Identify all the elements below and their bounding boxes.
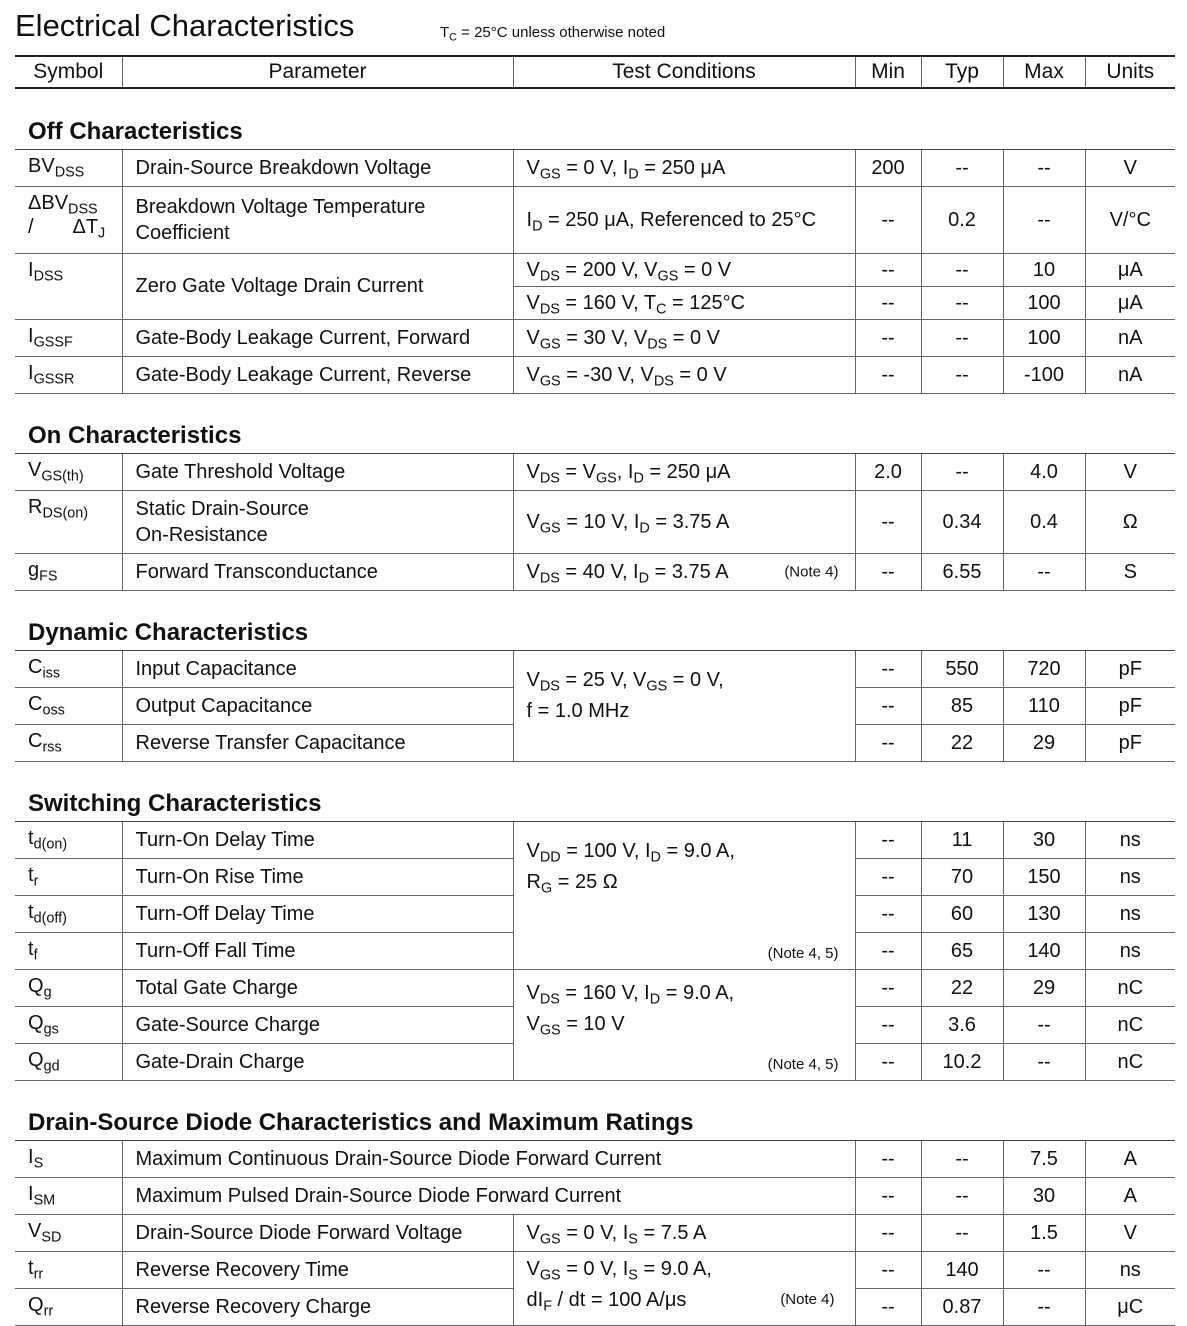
parameter-cell: Total Gate Charge bbox=[122, 970, 513, 1007]
conditions-cell: $V_{GS} = 0$ V, $I_S = 9.0$ A, $dI_F$ / dt = 100 A/μs (Note 4) bbox=[513, 1252, 855, 1326]
min-cell: -- bbox=[855, 1252, 921, 1289]
typ-cell: 22 bbox=[921, 725, 1003, 762]
min-cell: -- bbox=[855, 896, 921, 933]
typ-cell: 10.2 bbox=[921, 1044, 1003, 1081]
conditions-cell: $V_{GS} = 0$ V, $I_S = 7.5$ A bbox=[513, 1215, 855, 1252]
max-cell: 720 bbox=[1003, 651, 1085, 688]
typ-cell: 550 bbox=[921, 651, 1003, 688]
typ-cell: 0.87 bbox=[921, 1289, 1003, 1326]
symbol-cell: $t_{d(off)}$ bbox=[15, 896, 122, 933]
symbol-cell: $Q_{rr}$ bbox=[15, 1289, 122, 1326]
typ-cell: 3.6 bbox=[921, 1007, 1003, 1044]
col-test-conditions: Test Conditions bbox=[513, 56, 855, 88]
conditions-cell: $V_{DS} = 160$ V, $I_D = 9.0$ A, $V_{GS} = 10$ V (Note 4, 5) bbox=[513, 970, 855, 1081]
table-row bbox=[15, 187, 1175, 254]
parameter-cell: Breakdown Voltage Temperature Coefficient bbox=[122, 187, 513, 254]
parameter-cell: Drain-Source Breakdown Voltage bbox=[122, 150, 513, 187]
table-row bbox=[15, 454, 1175, 491]
min-cell: -- bbox=[855, 491, 921, 554]
col-units: Units bbox=[1085, 56, 1175, 88]
max-cell: 140 bbox=[1003, 933, 1085, 970]
max-cell: 4.0 bbox=[1003, 454, 1085, 491]
conditions-cell: $V_{DS} = V_{GS}$, $I_D = 250$ μA bbox=[513, 454, 855, 491]
parameter-cell: Reverse Transfer Capacitance bbox=[122, 725, 513, 762]
parameter-cell: Gate-Body Leakage Current, Reverse bbox=[122, 357, 513, 394]
min-cell: -- bbox=[855, 1215, 921, 1252]
unit-cell: V bbox=[1085, 1215, 1175, 1252]
table-row bbox=[15, 822, 1175, 859]
typ-cell: 6.55 bbox=[921, 554, 1003, 591]
max-cell: 30 bbox=[1003, 822, 1085, 859]
max-cell: 1.5 bbox=[1003, 1215, 1085, 1252]
typ-cell: -- bbox=[921, 150, 1003, 187]
table-row bbox=[15, 554, 1175, 591]
conditions-cell: $V_{DS} = 25$ V, $V_{GS} = 0$ V, f = 1.0 MHz bbox=[513, 651, 855, 762]
table-row bbox=[15, 357, 1175, 394]
conditions-cell: $V_{GS} = 30$ V, $V_{DS} = 0$ V bbox=[513, 320, 855, 357]
parameter-cell: Gate-Drain Charge bbox=[122, 1044, 513, 1081]
typ-cell: -- bbox=[921, 454, 1003, 491]
unit-cell: ns bbox=[1085, 859, 1175, 896]
symbol-cell: $C_{rss}$ bbox=[15, 725, 122, 762]
parameter-cell: Output Capacitance bbox=[122, 688, 513, 725]
conditions-cell: $V_{DS} = 160$ V, $T_C = 125^\circ C$ bbox=[513, 287, 855, 320]
unit-cell: nC bbox=[1085, 1044, 1175, 1081]
symbol-cell: $I_{GSSR}$ bbox=[15, 357, 122, 394]
max-cell: -- bbox=[1003, 187, 1085, 254]
table-row bbox=[15, 970, 1175, 1007]
typ-cell: 11 bbox=[921, 822, 1003, 859]
note-label: (Note 4) bbox=[780, 1290, 835, 1308]
min-cell: -- bbox=[855, 254, 921, 287]
parameter-cell: Gate Threshold Voltage bbox=[122, 454, 513, 491]
unit-cell: V bbox=[1085, 150, 1175, 187]
table-row bbox=[15, 1252, 1175, 1289]
min-cell: -- bbox=[855, 933, 921, 970]
unit-cell: A bbox=[1085, 1141, 1175, 1178]
parameter-cell: Reverse Recovery Charge bbox=[122, 1289, 513, 1326]
conditions-cell: $V_{DS} = 200$ V, $V_{GS} = 0$ V bbox=[513, 254, 855, 287]
typ-cell: 0.2 bbox=[921, 187, 1003, 254]
max-cell: -- bbox=[1003, 1044, 1085, 1081]
symbol-cell: $Q_g$ bbox=[15, 970, 122, 1007]
parameter-cell: Static Drain-Source On-Resistance bbox=[122, 491, 513, 554]
section-title: Dynamic Characteristics bbox=[15, 617, 1175, 651]
min-cell: -- bbox=[855, 822, 921, 859]
max-cell: -- bbox=[1003, 1252, 1085, 1289]
section-title: Drain-Source Diode Characteristics and Maximum Ratings bbox=[15, 1107, 1175, 1141]
max-cell: 0.4 bbox=[1003, 491, 1085, 554]
table-row bbox=[15, 150, 1175, 187]
symbol-cell: $I_S$ bbox=[15, 1141, 122, 1178]
symbol-cell: $Q_{gd}$ bbox=[15, 1044, 122, 1081]
min-cell: -- bbox=[855, 1141, 921, 1178]
symbol-cell: $R_{DS(on)}$ bbox=[15, 491, 122, 554]
typ-cell: -- bbox=[921, 287, 1003, 320]
min-cell: -- bbox=[855, 1007, 921, 1044]
col-min: Min bbox=[855, 56, 921, 88]
unit-cell: nA bbox=[1085, 320, 1175, 357]
typ-cell: -- bbox=[921, 357, 1003, 394]
parameter-cell: Gate-Body Leakage Current, Forward bbox=[122, 320, 513, 357]
symbol-cell: $V_{GS(th)}$ bbox=[15, 454, 122, 491]
parameter-cell: Turn-On Delay Time bbox=[122, 822, 513, 859]
symbol-cell: $g_{FS}$ bbox=[15, 554, 122, 591]
min-cell: -- bbox=[855, 725, 921, 762]
unit-cell: μC bbox=[1085, 1289, 1175, 1326]
conditions-cell: $V_{GS} = 0$ V, $I_D = 250$ μA bbox=[513, 150, 855, 187]
symbol-cell: $t_r$ bbox=[15, 859, 122, 896]
conditions-cell: $V_{DD} = 100$ V, $I_D = 9.0$ A, $R_G = 25$ Ω (Note 4, 5) bbox=[513, 822, 855, 970]
typ-cell: 0.34 bbox=[921, 491, 1003, 554]
col-typ: Typ bbox=[921, 56, 1003, 88]
col-symbol: Symbol bbox=[15, 56, 122, 88]
unit-cell: S bbox=[1085, 554, 1175, 591]
max-cell: 10 bbox=[1003, 254, 1085, 287]
section-title: Switching Characteristics bbox=[15, 788, 1175, 822]
unit-cell: nA bbox=[1085, 357, 1175, 394]
symbol-cell: $I_{SM}$ bbox=[15, 1178, 122, 1215]
page-title: Electrical Characteristics bbox=[15, 8, 355, 43]
symbol-cell: $C_{iss}$ bbox=[15, 651, 122, 688]
table-row bbox=[15, 1141, 1175, 1178]
parameter-cell: Turn-Off Fall Time bbox=[122, 933, 513, 970]
unit-cell: ns bbox=[1085, 896, 1175, 933]
max-cell: 30 bbox=[1003, 1178, 1085, 1215]
symbol-cell: $t_{rr}$ bbox=[15, 1252, 122, 1289]
parameter-cell: Maximum Continuous Drain-Source Diode Forward Current bbox=[122, 1141, 855, 1178]
min-cell: -- bbox=[855, 357, 921, 394]
symbol-cell: $t_f$ bbox=[15, 933, 122, 970]
unit-cell: μA bbox=[1085, 287, 1175, 320]
min-cell: 200 bbox=[855, 150, 921, 187]
symbol-cell: $t_{d(on)}$ bbox=[15, 822, 122, 859]
unit-cell: pF bbox=[1085, 651, 1175, 688]
table-row bbox=[15, 320, 1175, 357]
max-cell: -- bbox=[1003, 1289, 1085, 1326]
parameter-cell: Turn-Off Delay Time bbox=[122, 896, 513, 933]
unit-cell: V/°C bbox=[1085, 187, 1175, 254]
symbol-cell: $\Delta BV_{DSS}$ / $\Delta T_J$ bbox=[15, 187, 122, 254]
parameter-cell: Gate-Source Charge bbox=[122, 1007, 513, 1044]
max-cell: 29 bbox=[1003, 725, 1085, 762]
max-cell: -- bbox=[1003, 554, 1085, 591]
typ-cell: -- bbox=[921, 254, 1003, 287]
unit-cell: μA bbox=[1085, 254, 1175, 287]
conditions-cell: $V_{GS} = 10$ V, $I_D = 3.75$ A bbox=[513, 491, 855, 554]
typ-cell: 65 bbox=[921, 933, 1003, 970]
table-row bbox=[15, 1215, 1175, 1252]
typ-cell: 85 bbox=[921, 688, 1003, 725]
typ-cell: 140 bbox=[921, 1252, 1003, 1289]
parameter-cell: Drain-Source Diode Forward Voltage bbox=[122, 1215, 513, 1252]
parameter-cell: Turn-On Rise Time bbox=[122, 859, 513, 896]
unit-cell: nC bbox=[1085, 1007, 1175, 1044]
unit-cell: pF bbox=[1085, 725, 1175, 762]
electrical-characteristics-table bbox=[15, 55, 1175, 1326]
symbol-cell: $C_{oss}$ bbox=[15, 688, 122, 725]
max-cell: 150 bbox=[1003, 859, 1085, 896]
section-title: Off Characteristics bbox=[15, 116, 1175, 150]
typ-cell: 70 bbox=[921, 859, 1003, 896]
unit-cell: A bbox=[1085, 1178, 1175, 1215]
min-cell: -- bbox=[855, 1289, 921, 1326]
unit-cell: ns bbox=[1085, 822, 1175, 859]
min-cell: -- bbox=[855, 187, 921, 254]
conditions-cell: $V_{DS} = 40$ V, $I_D = 3.75$ A (Note 4) bbox=[513, 554, 855, 591]
conditions-cell: $I_D = 250$ μA, Referenced to 25°C bbox=[513, 187, 855, 254]
parameter-cell: Zero Gate Voltage Drain Current bbox=[122, 254, 513, 320]
max-cell: 100 bbox=[1003, 287, 1085, 320]
typ-cell: -- bbox=[921, 1215, 1003, 1252]
symbol-cell: $Q_{gs}$ bbox=[15, 1007, 122, 1044]
table-row bbox=[15, 254, 1175, 287]
max-cell: -100 bbox=[1003, 357, 1085, 394]
max-cell: 100 bbox=[1003, 320, 1085, 357]
parameter-cell: Forward Transconductance bbox=[122, 554, 513, 591]
unit-cell: ns bbox=[1085, 1252, 1175, 1289]
table-row bbox=[15, 491, 1175, 554]
typ-cell: 60 bbox=[921, 896, 1003, 933]
col-max: Max bbox=[1003, 56, 1085, 88]
conditions-cell: $V_{GS} = -30$ V, $V_{DS} = 0$ V bbox=[513, 357, 855, 394]
section-title: On Characteristics bbox=[15, 420, 1175, 454]
min-cell: -- bbox=[855, 1178, 921, 1215]
min-cell: -- bbox=[855, 287, 921, 320]
max-cell: -- bbox=[1003, 1007, 1085, 1044]
parameter-cell: Reverse Recovery Time bbox=[122, 1252, 513, 1289]
max-cell: 7.5 bbox=[1003, 1141, 1085, 1178]
unit-cell: Ω bbox=[1085, 491, 1175, 554]
typ-cell: -- bbox=[921, 1141, 1003, 1178]
min-cell: -- bbox=[855, 320, 921, 357]
note-label: (Note 4) bbox=[784, 563, 839, 581]
min-cell: 2.0 bbox=[855, 454, 921, 491]
col-parameter: Parameter bbox=[122, 56, 513, 88]
note-label: (Note 4, 5) bbox=[767, 1055, 839, 1073]
note-label: (Note 4, 5) bbox=[767, 944, 839, 962]
min-cell: -- bbox=[855, 554, 921, 591]
min-cell: -- bbox=[855, 651, 921, 688]
min-cell: -- bbox=[855, 859, 921, 896]
max-cell: 130 bbox=[1003, 896, 1085, 933]
max-cell: 29 bbox=[1003, 970, 1085, 1007]
unit-cell: V bbox=[1085, 454, 1175, 491]
min-cell: -- bbox=[855, 970, 921, 1007]
symbol-cell: $I_{GSSF}$ bbox=[15, 320, 122, 357]
unit-cell: pF bbox=[1085, 688, 1175, 725]
parameter-cell: Input Capacitance bbox=[122, 651, 513, 688]
header-row bbox=[15, 56, 1175, 88]
symbol-cell: $V_{SD}$ bbox=[15, 1215, 122, 1252]
parameter-cell: Maximum Pulsed Drain-Source Diode Forward Current bbox=[122, 1178, 855, 1215]
min-cell: -- bbox=[855, 1044, 921, 1081]
conditions-note: $T_C = 25^\circ C$ unless otherwise noted bbox=[440, 24, 666, 44]
symbol-cell: $I_{DSS}$ bbox=[15, 254, 122, 320]
typ-cell: -- bbox=[921, 1178, 1003, 1215]
unit-cell: ns bbox=[1085, 933, 1175, 970]
table-row bbox=[15, 651, 1175, 688]
min-cell: -- bbox=[855, 688, 921, 725]
max-cell: -- bbox=[1003, 150, 1085, 187]
max-cell: 110 bbox=[1003, 688, 1085, 725]
symbol-cell: $BV_{DSS}$ bbox=[15, 150, 122, 187]
typ-cell: -- bbox=[921, 320, 1003, 357]
unit-cell: nC bbox=[1085, 970, 1175, 1007]
typ-cell: 22 bbox=[921, 970, 1003, 1007]
table-row bbox=[15, 1178, 1175, 1215]
